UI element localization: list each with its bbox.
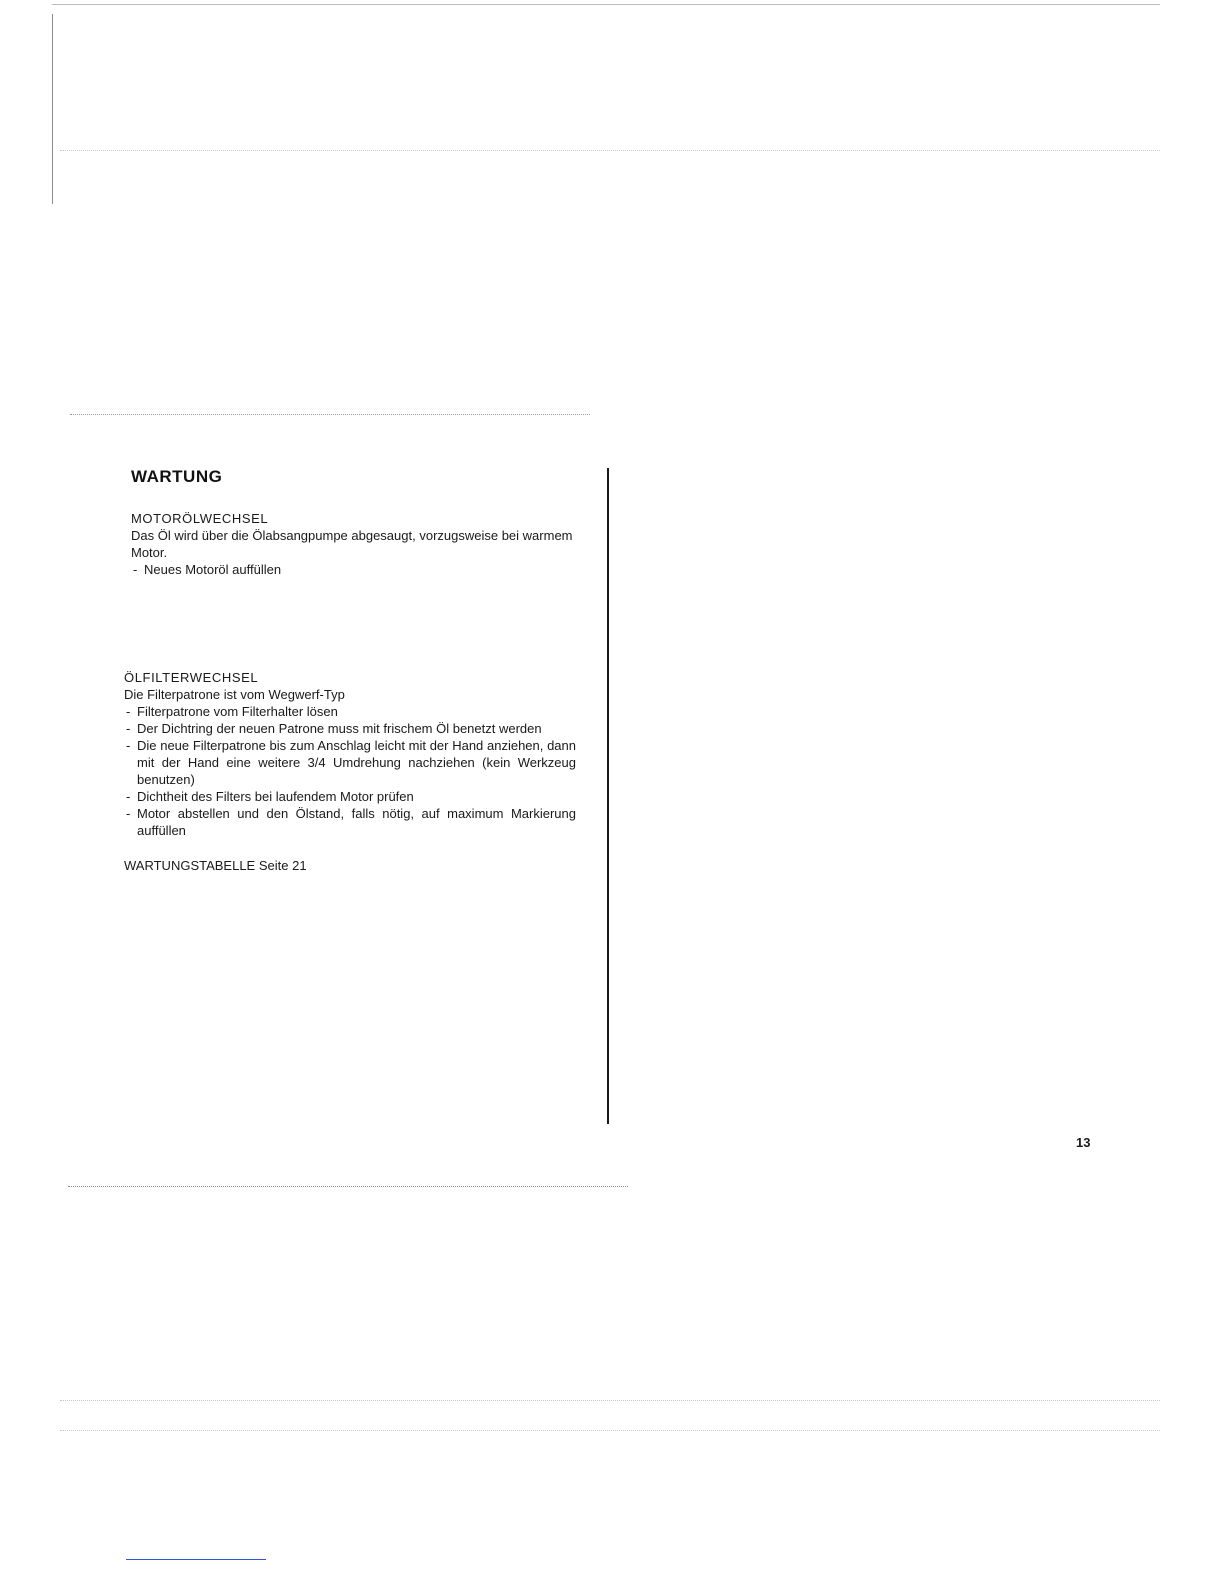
column-divider <box>607 468 609 1124</box>
scan-noise <box>68 1186 628 1187</box>
list-item: - Motor abstellen und den Ölstand, falls nötig, auf maximum Markierung auffüllen <box>124 805 576 839</box>
oil-filter-title: ÖLFILTERWECHSEL <box>124 670 259 685</box>
list-item: - Neues Motoröl auffüllen <box>131 561 576 578</box>
motor-oil-steps <box>131 561 576 578</box>
top-scan-border <box>52 4 1160 5</box>
page-number: 13 <box>1076 1135 1091 1150</box>
left-scan-edge <box>52 14 53 204</box>
motor-oil-text: Das Öl wird über die Ölabsangpumpe abgesaugt, vorzugsweise bei warmem Motor. <box>131 528 573 560</box>
motor-oil-section <box>131 510 576 578</box>
list-item: - Filterpatrone vom Filterhalter lösen <box>124 703 576 720</box>
scan-noise <box>60 1430 1160 1431</box>
list-item: - Dichtheit des Filters bei laufendem Motor prüfen <box>124 788 576 805</box>
oil-filter-steps <box>124 703 576 839</box>
page-heading: WARTUNG <box>131 467 223 486</box>
oil-filter-text: Die Filterpatrone ist vom Wegwerf-Typ <box>124 687 345 702</box>
bottom-underline <box>126 1559 266 1560</box>
scan-noise <box>70 414 590 415</box>
scan-noise <box>60 150 1160 151</box>
maintenance-column <box>124 466 576 887</box>
motor-oil-title: MOTORÖLWECHSEL <box>131 511 269 526</box>
list-item: - Der Dichtring der neuen Patrone muss mit frischem Öl benetzt werden <box>124 720 576 737</box>
list-item: - Die neue Filterpatrone bis zum Anschlag leicht mit der Hand anziehen, dann mit der Hand eine weitere 3/4 Umdrehung nachziehen (kein Werkzeug benutzen) <box>124 737 576 788</box>
scan-noise <box>60 1400 1160 1401</box>
oil-filter-section <box>124 669 576 839</box>
maintenance-table-reference: WARTUNGSTABELLE Seite 21 <box>124 858 307 873</box>
